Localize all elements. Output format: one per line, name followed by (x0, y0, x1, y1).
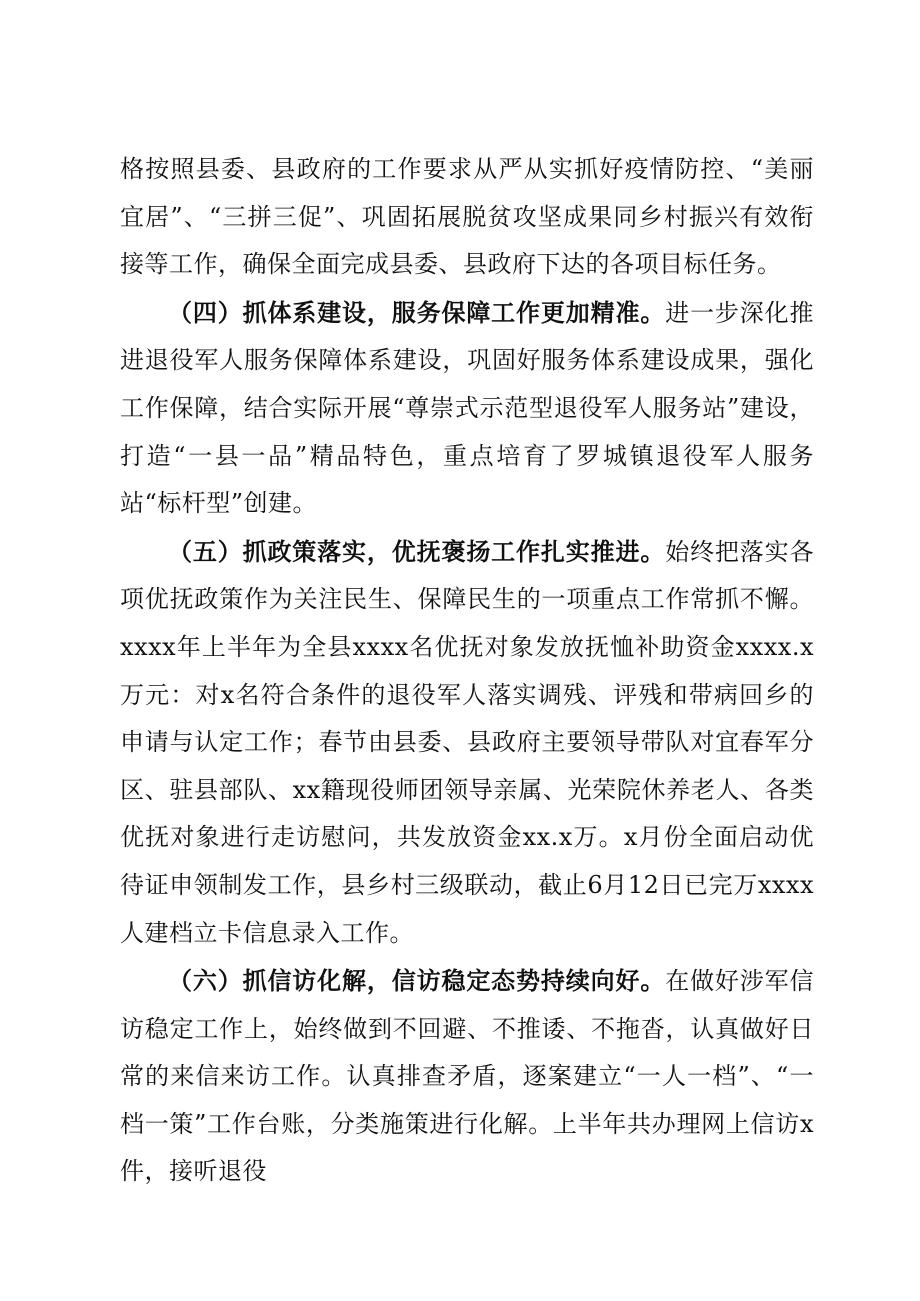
paragraph-body: 始终把落实各项优抚政策作为关注民生、保障民生的一项重点工作常抓不懈。xxxx年上半年为全县xxxx名优抚对象发放抚恤补助资金xxxx.x万元：对x名符合条件的退役军人落实调残、评残和带病回乡的申请与认定工作；春节由县委、县政府主要领导带队对宜春军分区、驻县部队、xx籍现役师团领导亲属、光荣院休养老人、各类优抚对象进行走访慰问，共发放资金xx.x万。x月份全面启动优待证申领制发工作，县乡村三级联动，截止6月12日已完万xxxx人建档立卡信息录入工作。 (120, 537, 815, 947)
paragraph-heading: （四）抓体系建设，服务保障工作更加精准。 (168, 297, 666, 327)
paragraph-policy-implementation (120, 528, 814, 957)
paragraph-continuation (120, 146, 814, 289)
paragraph-body: 进一步深化推进退役军人服务保障体系建设，巩固好服务体系建设成果，强化工作保障，结合实际开展“尊崇式示范型退役军人服务站”建设，打造“一县一品”精品特色，重点培育了罗城镇退役军人服务站“标杆型”创建。 (120, 298, 815, 518)
document-body (120, 146, 814, 1196)
paragraph-heading: （六）抓信访化解，信访稳定态势持续向好。 (168, 966, 666, 996)
paragraph-heading: （五）抓政策落实，优抚褒扬工作扎实推进。 (168, 536, 666, 566)
paragraph-body: 格按照县委、县政府的工作要求从严从实抓好疫情防控、“美丽宜居”、“三拼三促”、巩固拓展脱贫攻坚成果同乡村振兴有效衔接等工作，确保全面完成县委、县政府下达的各项目标任务。 (120, 155, 814, 279)
paragraph-petition-resolution (120, 957, 814, 1196)
paragraph-system-building (120, 289, 814, 528)
paragraph-body: 在做好涉军信访稳定工作上，始终做到不回避、不推诿、不拖沓，认真做好日常的来信来访工作。认真排查矛盾，逐案建立“一人一档”、“一档一策”工作台账，分类施策进行化解。上半年共办理网上信访x件，接听退役 (120, 967, 815, 1186)
